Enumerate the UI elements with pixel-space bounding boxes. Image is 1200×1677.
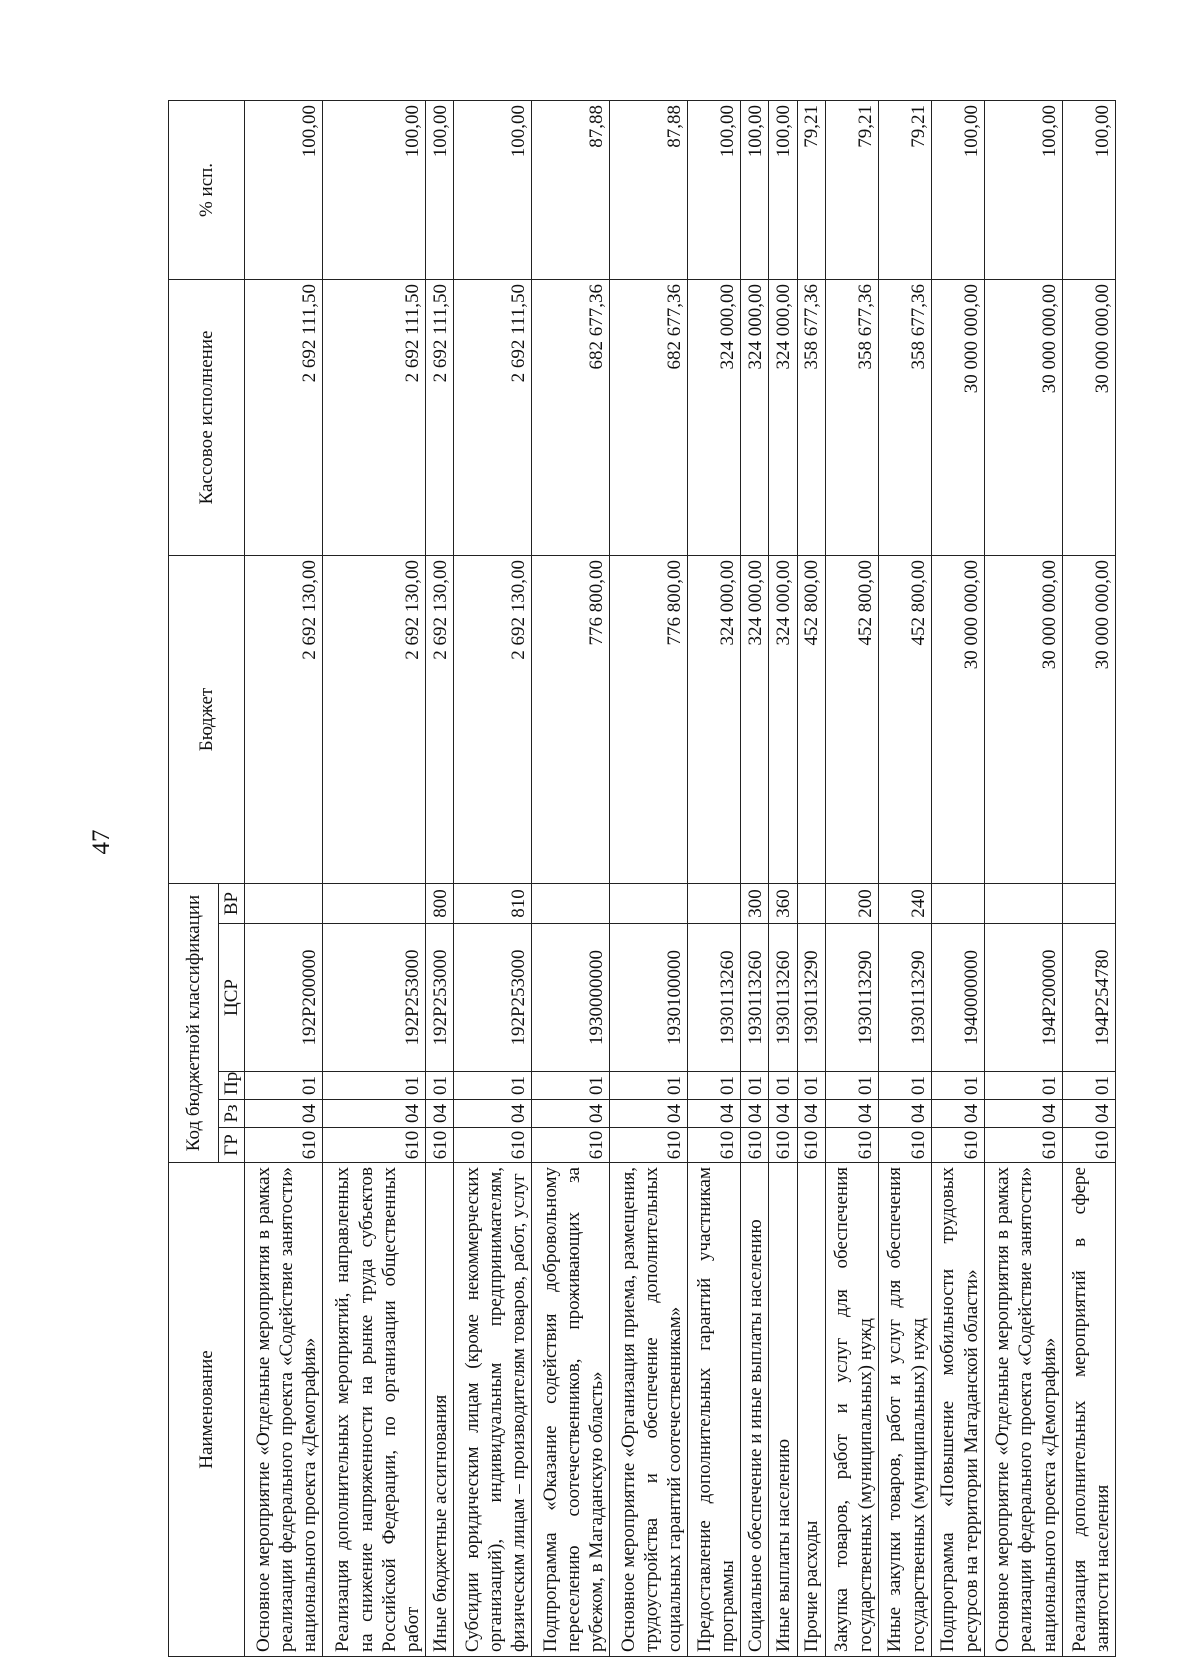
row-cash: 358 677,36 — [797, 279, 825, 555]
row-csr: 192P200000 — [245, 924, 323, 1072]
row-vr — [797, 883, 825, 923]
row-rz: 04 — [454, 1100, 532, 1128]
row-budget: 452 800,00 — [825, 555, 878, 883]
row-csr: 194P254780 — [1062, 924, 1115, 1072]
table-row — [825, 100, 878, 1656]
row-vr — [1062, 883, 1115, 923]
row-pr: 01 — [245, 1072, 323, 1100]
row-pct: 100,00 — [931, 100, 984, 279]
row-cash: 682 677,36 — [532, 279, 610, 555]
table-row — [426, 100, 454, 1656]
row-pr: 01 — [741, 1072, 769, 1100]
row-rz: 04 — [426, 1100, 454, 1128]
header-budget: Бюджет — [169, 555, 245, 883]
row-name: Основное мероприятие «Отдельные мероприятия в рамках реализации федерального проекта «Содействие занятости» национального проекта «Демография» — [984, 1163, 1062, 1657]
row-budget: 452 800,00 — [878, 555, 931, 883]
header-pr: Пр — [219, 1072, 245, 1100]
row-pct: 100,00 — [769, 100, 797, 279]
row-name: Реализация дополнительных мероприятий, направленных на снижение напряженности на рынке труда субъектов Российской Федерации, по организации общественных работ — [323, 1163, 426, 1657]
row-pct: 79,21 — [878, 100, 931, 279]
row-pct: 100,00 — [688, 100, 741, 279]
table-row — [323, 100, 426, 1656]
row-gr: 610 — [426, 1128, 454, 1163]
row-pct: 100,00 — [454, 100, 532, 279]
budget-table — [168, 100, 1116, 1657]
row-pct: 100,00 — [426, 100, 454, 279]
row-budget: 2 692 130,00 — [454, 555, 532, 883]
row-name: Закупка товаров, работ и услуг для обеспечения государственных (муниципальных) нужд — [825, 1163, 878, 1657]
row-vr: 360 — [769, 883, 797, 923]
row-rz: 04 — [984, 1100, 1062, 1128]
row-pct: 100,00 — [984, 100, 1062, 279]
table-row — [931, 100, 984, 1656]
row-pct: 100,00 — [323, 100, 426, 279]
table-body — [245, 100, 1116, 1656]
row-budget: 776 800,00 — [610, 555, 688, 883]
table-row — [532, 100, 610, 1656]
row-cash: 324 000,00 — [741, 279, 769, 555]
row-budget: 452 800,00 — [797, 555, 825, 883]
row-pct: 79,21 — [797, 100, 825, 279]
rotated-table-container — [168, 101, 1116, 1657]
row-pct: 100,00 — [741, 100, 769, 279]
row-gr: 610 — [245, 1128, 323, 1163]
header-csr: ЦСР — [219, 924, 245, 1072]
row-csr: 1930113260 — [688, 924, 741, 1072]
header-cash: Кассовое исполнение — [169, 279, 245, 555]
row-gr: 610 — [532, 1128, 610, 1163]
table-row — [797, 100, 825, 1656]
row-vr: 240 — [878, 883, 931, 923]
row-vr — [688, 883, 741, 923]
header-rz: Рз — [219, 1100, 245, 1128]
row-budget: 776 800,00 — [532, 555, 610, 883]
row-pr: 01 — [688, 1072, 741, 1100]
row-budget: 30 000 000,00 — [931, 555, 984, 883]
row-gr: 610 — [825, 1128, 878, 1163]
row-pr: 01 — [769, 1072, 797, 1100]
row-vr — [245, 883, 323, 923]
table-row — [454, 100, 532, 1656]
row-gr: 610 — [797, 1128, 825, 1163]
header-vr: ВР — [219, 883, 245, 923]
row-rz: 04 — [688, 1100, 741, 1128]
row-rz: 04 — [245, 1100, 323, 1128]
row-name: Предоставление дополнительных гарантий участникам программы — [688, 1163, 741, 1657]
row-name: Иные выплаты населению — [769, 1163, 797, 1657]
row-pr: 01 — [797, 1072, 825, 1100]
row-csr: 1930100000 — [610, 924, 688, 1072]
row-pct: 87,88 — [532, 100, 610, 279]
row-rz: 04 — [797, 1100, 825, 1128]
row-rz: 04 — [532, 1100, 610, 1128]
page-number: 47 — [88, 829, 115, 855]
table-row — [741, 100, 769, 1656]
row-vr: 810 — [454, 883, 532, 923]
row-csr: 1940000000 — [931, 924, 984, 1072]
row-pr: 01 — [323, 1072, 426, 1100]
row-rz: 04 — [610, 1100, 688, 1128]
row-cash: 2 692 111,50 — [426, 279, 454, 555]
row-csr: 192P253000 — [323, 924, 426, 1072]
row-vr — [323, 883, 426, 923]
row-gr: 610 — [878, 1128, 931, 1163]
row-pct: 87,88 — [610, 100, 688, 279]
row-pct: 100,00 — [1062, 100, 1115, 279]
table-row — [688, 100, 741, 1656]
row-name: Прочие расходы — [797, 1163, 825, 1657]
row-csr: 192P253000 — [426, 924, 454, 1072]
row-name: Иные закупки товаров, работ и услуг для обеспечения государственных (муниципальных) нужд — [878, 1163, 931, 1657]
row-cash: 2 692 111,50 — [245, 279, 323, 555]
row-cash: 358 677,36 — [878, 279, 931, 555]
row-gr: 610 — [931, 1128, 984, 1163]
row-cash: 358 677,36 — [825, 279, 878, 555]
row-budget: 30 000 000,00 — [984, 555, 1062, 883]
row-pr: 01 — [426, 1072, 454, 1100]
row-csr: 1930113260 — [769, 924, 797, 1072]
row-cash: 682 677,36 — [610, 279, 688, 555]
header-name: Наименование — [169, 1163, 245, 1657]
header-pct: % исп. — [169, 100, 245, 279]
row-vr — [610, 883, 688, 923]
row-budget: 324 000,00 — [769, 555, 797, 883]
row-rz: 04 — [931, 1100, 984, 1128]
row-vr — [532, 883, 610, 923]
row-gr: 610 — [741, 1128, 769, 1163]
row-pr: 01 — [931, 1072, 984, 1100]
row-gr: 610 — [1062, 1128, 1115, 1163]
row-rz: 04 — [741, 1100, 769, 1128]
row-name: Подпрограмма «Оказание содействия добровольному переселению соотечественников, проживающих за рубежом, в Магаданскую область» — [532, 1163, 610, 1657]
row-budget: 2 692 130,00 — [323, 555, 426, 883]
row-name: Основное мероприятие «Организация приема, размещения, трудоустройства и обеспечение дополнительных социальных гарантий соотечественникам» — [610, 1163, 688, 1657]
row-cash: 2 692 111,50 — [454, 279, 532, 555]
row-csr: 194P200000 — [984, 924, 1062, 1072]
row-vr: 800 — [426, 883, 454, 923]
row-budget: 2 692 130,00 — [245, 555, 323, 883]
header-gr: ГР — [219, 1128, 245, 1163]
row-cash: 30 000 000,00 — [931, 279, 984, 555]
row-pr: 01 — [610, 1072, 688, 1100]
row-cash: 30 000 000,00 — [1062, 279, 1115, 555]
row-cash: 30 000 000,00 — [984, 279, 1062, 555]
row-csr: 1930113290 — [825, 924, 878, 1072]
row-csr: 1930113290 — [878, 924, 931, 1072]
row-csr: 192P253000 — [454, 924, 532, 1072]
row-cash: 324 000,00 — [769, 279, 797, 555]
row-gr: 610 — [688, 1128, 741, 1163]
row-pr: 01 — [532, 1072, 610, 1100]
row-gr: 610 — [769, 1128, 797, 1163]
row-gr: 610 — [610, 1128, 688, 1163]
header-code-group: Код бюджетной классификации — [169, 883, 219, 1162]
row-csr: 1930000000 — [532, 924, 610, 1072]
row-budget: 324 000,00 — [741, 555, 769, 883]
row-name: Социальное обеспечение и иные выплаты населению — [741, 1163, 769, 1657]
row-name: Основное мероприятие «Отдельные мероприятия в рамках реализации федерального проекта «Содействие занятости» национального проекта «Демография» — [245, 1163, 323, 1657]
row-rz: 04 — [323, 1100, 426, 1128]
row-name: Иные бюджетные ассигнования — [426, 1163, 454, 1657]
table-row — [1062, 100, 1115, 1656]
row-csr: 1930113290 — [797, 924, 825, 1072]
row-vr: 200 — [825, 883, 878, 923]
row-cash: 324 000,00 — [688, 279, 741, 555]
row-budget: 2 692 130,00 — [426, 555, 454, 883]
row-rz: 04 — [878, 1100, 931, 1128]
row-vr — [984, 883, 1062, 923]
table-row — [610, 100, 688, 1656]
row-vr: 300 — [741, 883, 769, 923]
row-vr — [931, 883, 984, 923]
row-pr: 01 — [825, 1072, 878, 1100]
row-pr: 01 — [984, 1072, 1062, 1100]
row-rz: 04 — [769, 1100, 797, 1128]
row-pct: 79,21 — [825, 100, 878, 279]
row-gr: 610 — [323, 1128, 426, 1163]
row-budget: 30 000 000,00 — [1062, 555, 1115, 883]
row-rz: 04 — [825, 1100, 878, 1128]
row-name: Подпрограмма «Повышение мобильности трудовых ресурсов на территории Магаданской области» — [931, 1163, 984, 1657]
table-row — [984, 100, 1062, 1656]
row-pct: 100,00 — [245, 100, 323, 279]
row-pr: 01 — [878, 1072, 931, 1100]
row-cash: 2 692 111,50 — [323, 279, 426, 555]
table-row — [245, 100, 323, 1656]
row-name: Реализация дополнительных мероприятий в сфере занятости населения — [1062, 1163, 1115, 1657]
row-name: Субсидии юридическим лицам (кроме некоммерческих организаций), индивидуальным предпринимателям, физическим лицам – производителям товаров, работ, услуг — [454, 1163, 532, 1657]
row-gr: 610 — [454, 1128, 532, 1163]
row-pr: 01 — [1062, 1072, 1115, 1100]
table-row — [878, 100, 931, 1656]
row-gr: 610 — [984, 1128, 1062, 1163]
row-budget: 324 000,00 — [688, 555, 741, 883]
row-rz: 04 — [1062, 1100, 1115, 1128]
row-csr: 1930113260 — [741, 924, 769, 1072]
table-row — [769, 100, 797, 1656]
row-pr: 01 — [454, 1072, 532, 1100]
